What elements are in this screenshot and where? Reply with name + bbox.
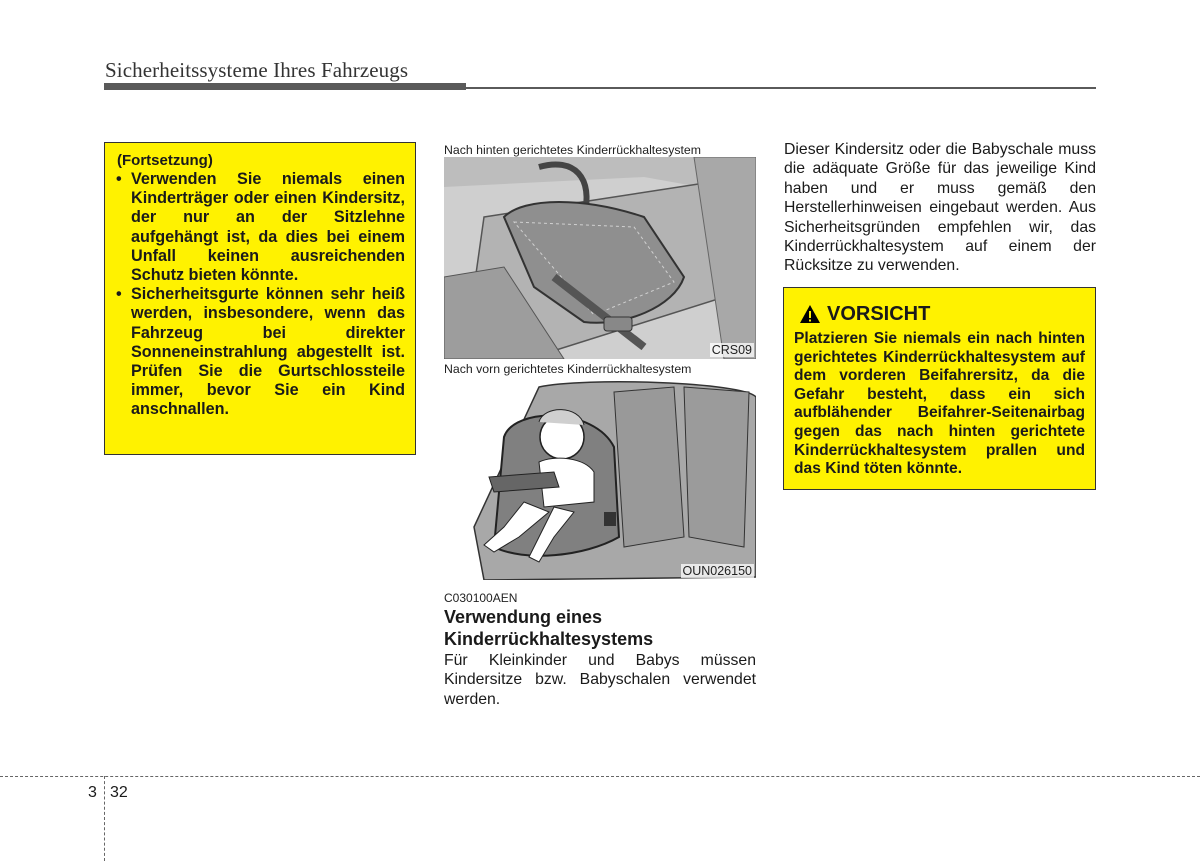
figure2-code: OUN026150 [682, 564, 752, 578]
rear-facing-seat-illustration [444, 157, 756, 359]
warning-item: • Sicherheitsgurte können sehr heiß werden, insbesondere, wenn das Fahrzeug bei direkter Sonneneinstrahlung abgestellt ist. Prüfen Sie die Gurtschlossteile immer, bevor Sie ein Kind anschnallen. [115, 285, 405, 419]
forward-facing-seat-illustration [444, 377, 756, 580]
section-title: Verwendung eines Kinderrückhaltesystems [444, 607, 654, 649]
page-number: 32 [110, 784, 128, 801]
figure2-caption: Nach vorn gerichtetes Kinderrückhaltesystem [444, 362, 692, 376]
child-seat-advice-text: Dieser Kindersitz oder die Babyschale muss die adäquate Größe für das jeweilige Kind haben und er muss gemäß den Herstellerhinweisen eingebaut werden. Aus Sicherheitsgründen empfehlen wir, das Kinderrückhaltesystem auf einem der Rücksitze zu verwenden. [784, 141, 1096, 275]
footer-divider [104, 776, 105, 861]
section-code: C030100AEN [444, 591, 518, 605]
footer-rule [0, 776, 1200, 777]
header-rule-thin [466, 87, 1096, 89]
warning-list [115, 170, 405, 420]
warning-box-heading: (Fortsetzung) [117, 152, 213, 169]
figure1-code: CRS09 [711, 343, 752, 357]
header-rule [104, 83, 466, 90]
rear-facing-seat-drawing [444, 157, 756, 359]
caution-text: Platzieren Sie niemals ein nach hinten gerichtetes Kinderrückhaltesystem auf dem vorderen Beifahrersitz, da die Gefahr besteht, dass ein sich aufblähender Beifahrer-Seitenairbag gegen das nach hinten gerichtete Kinderrückhaltesystem prallen und das Kind töten könnte. [794, 330, 1085, 478]
section-body: Für Kleinkinder und Babys müssen Kindersitze bzw. Babyschalen verwendet werden. [444, 652, 756, 708]
figure1-caption: Nach hinten gerichtetes Kinderrückhaltesystem [444, 143, 701, 157]
caution-title: VORSICHT [827, 303, 931, 325]
warning-triangle-icon [799, 304, 821, 324]
chapter-number: 3 [88, 784, 97, 801]
continued-warning-box [104, 142, 416, 455]
forward-facing-seat-drawing [444, 377, 756, 580]
page-header-title: Sicherheitssysteme Ihres Fahrzeugs [105, 58, 409, 82]
warning-item: • Verwenden Sie niemals einen Kinderträger oder einen Kindersitz, der nur an der Sitzlehne aufgehängt ist, da dies bei einem Unfall keinen ausreichenden Schutz bieten könnte. [115, 170, 405, 285]
caution-box [783, 287, 1096, 490]
